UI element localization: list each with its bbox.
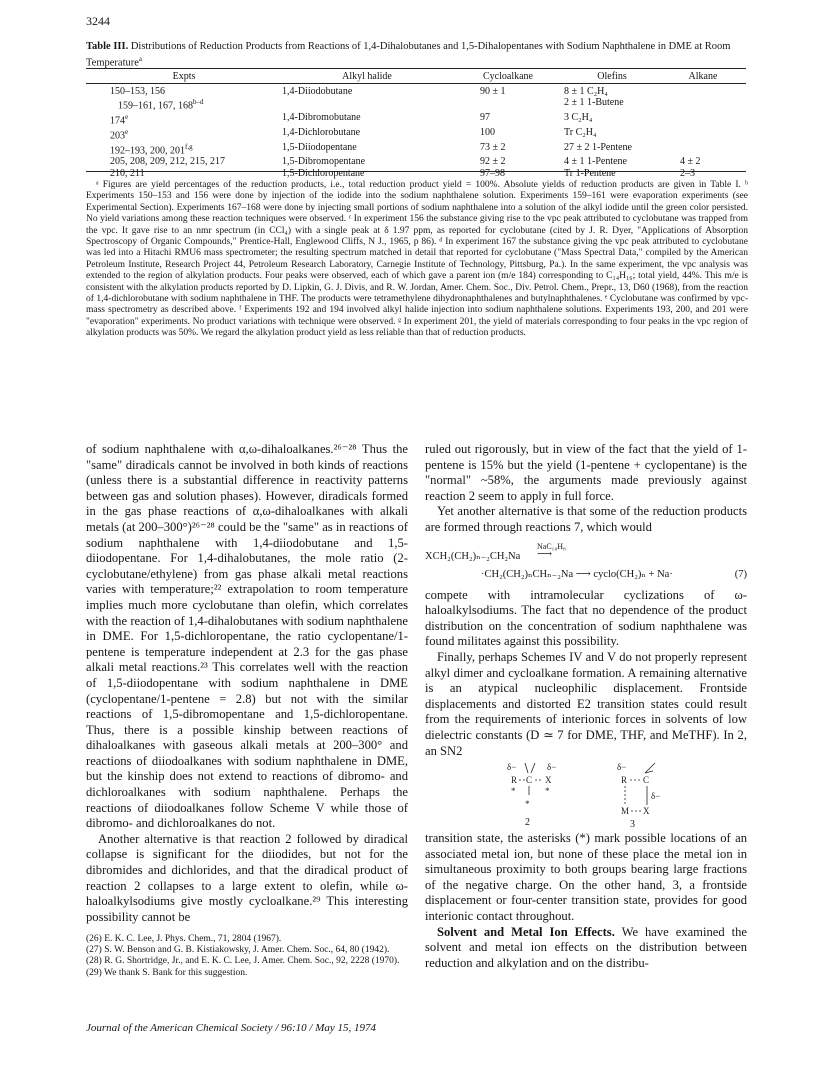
svg-text:δ−: δ− [617, 762, 627, 773]
cell-cyclo: 100 [480, 126, 495, 138]
svg-text:*: * [545, 786, 550, 797]
paragraph: Another alternative is that reaction 2 followed by diradical collapse is significant for the diiodides, but not for the dibromides and dichlorides, and that the diradical product of reaction 2 collapses to a large extent to olefin, while ω-haloalkylsodiums give mostly cycloalkane.²⁹ This interesting possibility cannot be [86, 831, 408, 924]
transition-state-structures [425, 759, 747, 831]
cell-olefins: 3 C₂H₄ [564, 112, 593, 124]
table-row [86, 97, 746, 112]
header-expts: Expts [172, 71, 196, 82]
reference: (26) E. K. C. Lee, J. Phys. Chem., 71, 2804 (1967). [86, 934, 282, 944]
structure-2-label: 2 [525, 817, 530, 829]
cell-expts: 205, 208, 209, 212, 215, 217 [110, 156, 225, 168]
cell-halide: 1,4-Diiodobutane [282, 86, 353, 97]
cell-cyclo: 97–98 [480, 167, 505, 179]
right-column [425, 442, 747, 971]
table-row [86, 127, 746, 142]
cell-alkane [660, 112, 746, 127]
paragraph: ruled out rigorously, but in view of the fact that the yield of 1-pentene is 15% but the yield (1-pentene + cyclopentane) is the "normal" ~58%, the arguments made previously against reaction 2 seem to apply in full force. [425, 442, 747, 503]
cell-halide: 1,4-Dibromobutane [282, 112, 361, 124]
cell-cyclo: 73 ± 2 [480, 141, 506, 153]
equation-7 [425, 539, 747, 585]
paragraph: of sodium naphthalene with α,ω-dihaloalkanes.²⁶⁻²⁸ Thus the "same" diradicals cannot be involved in both kinds of reactions (unless there is a substantial difference in reactivity patterns between gas and solution phases). However, diradicals formed in the gas phase reactions of α,ω-dihaloalkanes with alkali metals (at 200–300°)²⁶⁻²⁸ could be the "same" as in reactions of sodium naphthalene with 1,4-diiodobutane and 1,5-diiodopentane. For 1,4-dihalobutanes, the mole ratio (2-cyclobutane/ethylene) from gas phase alkali metal reactions varies with temperature;²² extrapolation to room temperature implies much more cyclobutane than olefin, which correlates with the reaction of 1,4-dihalobutanes with sodium naphthalene in DME. For 1,5-dichloropentane, the ratio cyclopentane/1-pentene is temperature independent at 2.3 for the gas phase alkali metal reactions.²³ This correlates well with the reaction of 1,5-diiodopentane with sodium naphthalene in DME (cyclopentane/1-pentene = 2.8) but not with the similar reactions of 1,5-dibromopentane and 1,5-dichloropentane. Thus, there is a possible kinship between reactions of dihaloalkanes with gaseous alkali metals at 200–300° and reactions of diiodoalkanes with sodium naphthalene in DME, but the kinship does not extend to reactions of dibromo- and dichloroalkanes with sodium naphthalene. Perhaps the reactions of diiodoalkanes follow Scheme V while those of dibromo- and dichloroalkanes do not. [86, 442, 408, 831]
table-top-rule [86, 68, 746, 69]
table-row [86, 142, 746, 157]
cell-olefins: Tr 1-Pentene [564, 167, 616, 179]
header-alkyl-halide: Alkyl halide [342, 71, 392, 82]
structure-2-diagram [425, 759, 747, 831]
svg-text:δ−: δ− [547, 762, 557, 773]
results-table [86, 70, 746, 179]
cell-halide: 1,4-Dichlorobutane [282, 126, 361, 138]
cell-alkane [660, 86, 746, 97]
svg-text:M: M [621, 806, 630, 817]
svg-text:δ−: δ− [507, 762, 517, 773]
eq-reactant: XCH₂(CH₂)ₙ₋₂CH₂Na [425, 550, 521, 562]
table-label: Table III. [86, 41, 129, 52]
svg-text:X: X [643, 806, 650, 817]
cell-olefins: 2 ± 1 1-Butene [564, 97, 624, 109]
svg-text:*: * [525, 799, 530, 810]
cell-halide: 1,5-Dibromopentane [282, 156, 366, 168]
reference: (28) R. G. Shortridge, Jr., and E. K. C. Lee, J. Amer. Chem. Soc., 92, 2228 (1970). [86, 956, 400, 967]
paragraph: Solvent and Metal Ion Effects. We have examined the solvent and metal ion effects on the distribution between reduction and alkylation and on the distribu- [425, 924, 747, 970]
cell-expts: 210, 211 [110, 167, 145, 179]
table-row [86, 168, 746, 179]
cell-cyclo: 97 [480, 112, 490, 124]
eq-products: ·CH₂(CH₂)ₙCHₙ₋₂Na ⟶ cyclo(CH₂)ₙ + Na· [481, 568, 673, 580]
table-caption [86, 40, 746, 70]
left-column [86, 442, 408, 925]
header-alkane: Alkane [688, 71, 718, 82]
journal-footer: Journal of the American Chemical Society / 96:10 / May 15, 1974 [86, 1022, 377, 1034]
table-row [86, 86, 746, 97]
cell-olefins: 8 ± 1 C₂H₄ [564, 86, 608, 97]
table-row [86, 156, 746, 167]
table-footnotes: ᵃ Figures are yield percentages of the reduction products, i.e., total reduction product yield = 100%. Absolute yields of reduction products are given in Table I. ᵇ Experiments 150–153 and 156 were done by injection of the iodide into the sodium naphthalene solution. Experiments 159–161 were evaporation experiments (see Experimental Section). Experiments 167–168 were done by injecting small portions of sodium naphthalene into a solution of the alkyl iodide until the green color persisted. No yield variations among these reaction techniques were observed. ᶜ In experiment 156 the substance giving rise to the vpc peak attributed to cyclobutane was trapped from the vpc. It gave rise to an nmr spectrum (in CCl₄) with a single peak at δ 1.97 ppm, as reported for cyclobutane (cited by J. R. Dyer, "Applications of Absorption Spectroscopy of Organic Compounds," Prentice-Hall, Englewood Cliffs, N J., 1965, p 86). ᵈ In experiment 167 the substance giving the vpc peak attributed to cyclobutane was led into a Hitachi RMU6 mass spectrometer; the resulting spectrum matched in detail that reported for cyclobutane ("Mass Spectral Data," compiled by the American Petroleum Institute, Research Project 44, Petroleum Research Laboratory, Carnegie Institute of Technology, Pittsburg, Pa.). In the same experiment, the vpc analysis was extended to the region of alkylation products. Four peaks were observed, each of which gave a parent ion (m/e 184) corresponding to C₁₄H₁₆; total yield, 44%. This m/e is consistent with the alkylation products reported by D. Lipkin, G. J. Divis, and R. W. Jordan, Amer. Chem. Soc., Div. Petrol. Chem., Prepr., 13, D60 (1968), from the reaction of 1,4-dichlorobutane with sodium naphthalene in THF. The products were tetramethylene dihydronaphthalenes and butylnaphthalenes. ᵉ Cyclobutane was confirmed by vpc-mass spectrometry as described above. ᶠ Experiments 192 and 194 involved alkyl halide injection into sodium naphthalene solutions. Experiments 193, 200, and 201 were "evaporation" experiments. No product variations with technique were observed. ᵍ In experiment 201, the yield of materials corresponding to four peaks in the vpc region of alkylation products was 50%. We regard the alkylation product yield as less reliable than that of reduction products. [86, 180, 748, 339]
svg-text:R: R [621, 775, 628, 786]
cell-cyclo [452, 97, 564, 112]
reference: (27) S. W. Benson and G. B. Kistiakowsky, J. Amer. Chem. Soc., 64, 80 (1942). [86, 945, 390, 956]
eq-arrow: ⟶ [537, 548, 553, 560]
cell-alkane: 4 ± 2 [680, 156, 701, 168]
cell-olefins: 4 ± 1 1-Pentene [564, 156, 627, 168]
cell-cyclo: 90 ± 1 [480, 86, 506, 97]
table-header-row [86, 70, 746, 83]
eq-reagent: NaC₁₀H₈ [537, 541, 566, 551]
cell-alkane [660, 142, 746, 157]
reference: (29) We thank S. Bank for this suggestion. [86, 967, 248, 978]
references [86, 934, 408, 979]
cell-olefins: 27 ± 2 1-Pentene [564, 141, 632, 153]
svg-text:*: * [511, 786, 516, 797]
svg-text:C: C [643, 775, 650, 786]
cell-alkane: 2–3 [680, 167, 695, 179]
cell-alkane [660, 97, 746, 112]
cell-expts: 203e [110, 127, 129, 142]
section-heading: Solvent and Metal Ion Effects. [437, 924, 615, 939]
cell-olefins: Tr C₂H₄ [564, 126, 597, 138]
cell-expts: 159–161, 167, 168$^{b-d}$ [118, 98, 204, 112]
cell-cyclo: 92 ± 2 [480, 156, 506, 168]
cell-expts: 150–153, 156 [110, 86, 165, 97]
svg-text:δ−: δ− [651, 791, 661, 802]
cell-expts: 192–193, 200, 201$^{f,g}$ [110, 142, 193, 156]
paragraph: Yet another alternative is that some of the reduction products are formed through reactions 7, which would [425, 504, 747, 534]
paragraph: compete with intramolecular cyclizations of ω-haloalkylsodiums. The fact that no dependence of the product distribution on the concentration of sodium naphthalene was found militates against this possibility. [425, 587, 747, 649]
page-number: 3244 [86, 14, 110, 28]
table-caption-footnote-mark: a [138, 55, 143, 63]
svg-text:R: R [511, 775, 518, 786]
header-olefins: Olefins [597, 71, 627, 82]
svg-text:X: X [545, 775, 552, 786]
cell-halide: 1,5-Diiodopentane [282, 141, 357, 153]
paragraph: Finally, perhaps Schemes IV and V do not properly represent alkyl dimer and cycloalkane formation. A remaining alternative is an atypical nucleophilic displacement. Frontside displacements and distorted E2 transition states could result from the requirements of interionic forces in solvents of low dielectric constants (D ≃ 7 for DME, THF, and MeTHF). In 2, an SN2 [425, 649, 747, 758]
cell-alkane [660, 127, 746, 142]
cell-expts: 174e [110, 113, 129, 127]
header-cycloalkane: Cycloalkane [483, 71, 533, 82]
cell-halide [282, 97, 452, 112]
table-row [86, 112, 746, 127]
structure-3-label: 3 [630, 819, 635, 831]
svg-text:C: C [526, 775, 533, 786]
eq-number: (7) [734, 568, 747, 580]
paragraph: transition state, the asterisks (*) mark possible locations of an associated metal ion, but none of these place the metal ion in simultaneous proximity to both groups bearing large fractions of the negative charge. On the other hand, 3, a frontside displacement or four-center transition state, provides for good interionic contact throughout. [425, 831, 747, 924]
table-caption-text: Distributions of Reduction Products from Reactions of 1,4-Dihalobutanes and 1,5-Dihalopentanes with Sodium Naphthalene in DME at Room Temperature [86, 41, 731, 69]
cell-halide: 1,5-Dichloropentane [282, 167, 365, 179]
